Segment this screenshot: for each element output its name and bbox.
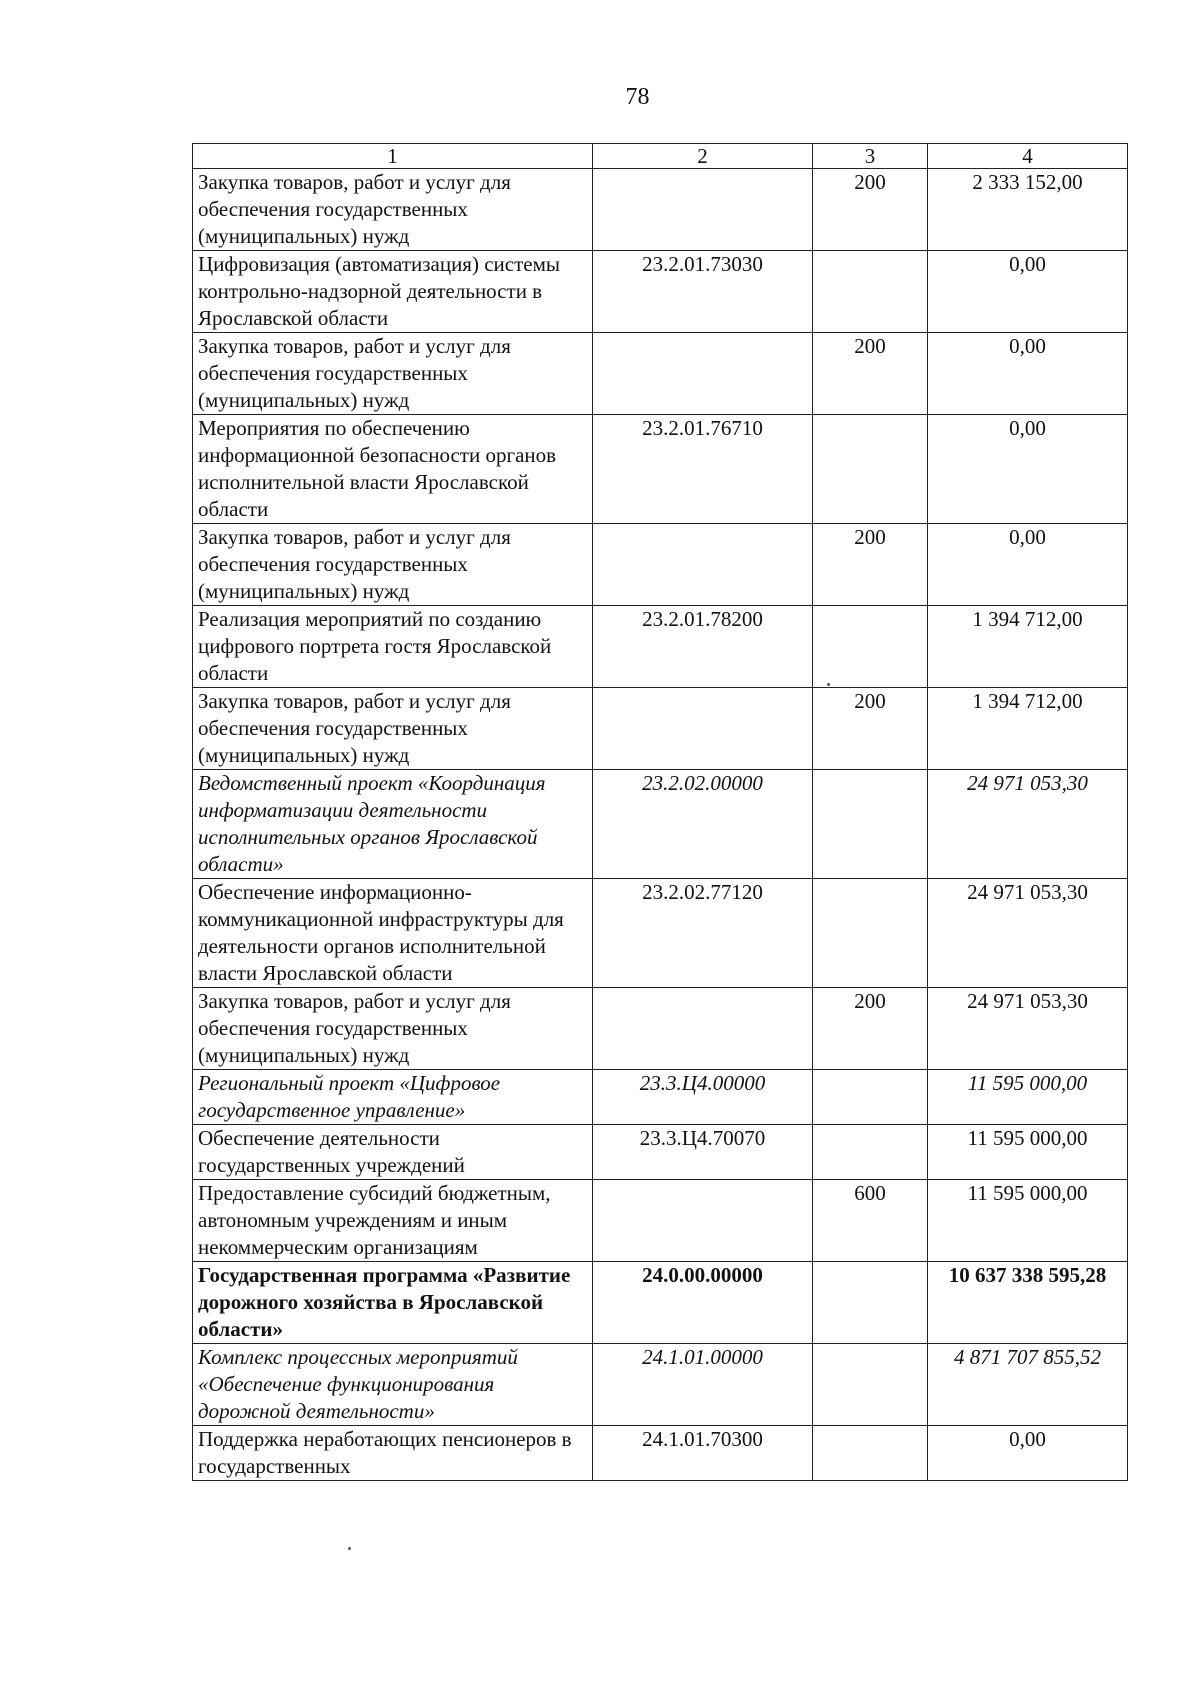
row-sum-cell: 0,00 (928, 524, 1128, 606)
header-col-1: 1 (193, 144, 593, 169)
table-row (193, 770, 1128, 879)
table-row (193, 879, 1128, 988)
scan-speck (827, 683, 830, 686)
row-sum-cell: 11 595 000,00 (928, 1125, 1128, 1180)
row-kind-cell: 200 (813, 169, 928, 251)
table-row (193, 688, 1128, 770)
table-row (193, 1344, 1128, 1426)
row-code-cell: 23.2.01.78200 (593, 606, 813, 688)
row-sum-cell: 4 871 707 855,52 (928, 1344, 1128, 1426)
header-col-3: 3 (813, 144, 928, 169)
row-sum-cell: 2 333 152,00 (928, 169, 1128, 251)
scan-speck (348, 1547, 351, 1550)
row-code-cell (593, 333, 813, 415)
row-name-cell: Закупка товаров, работ и услуг для обеспечения государственных (муниципальных) нужд (193, 333, 593, 415)
table-row (193, 524, 1128, 606)
row-name-cell: Реализация мероприятий по созданию цифрового портрета гостя Ярославской области (193, 606, 593, 688)
table-row (193, 1426, 1128, 1481)
row-code-cell: 24.1.01.00000 (593, 1344, 813, 1426)
row-name-cell: Мероприятия по обеспечению информационной безопасности органов исполнительной власти Ярославской области (193, 415, 593, 524)
row-name-cell: Обеспечение информационно-коммуникационной инфраструктуры для деятельности органов исполнительной власти Ярославской области (193, 879, 593, 988)
header-col-4: 4 (928, 144, 1128, 169)
row-name-cell: Цифровизация (автоматизация) системы контрольно-надзорной деятельности в Ярославской области (193, 251, 593, 333)
row-kind-cell (813, 770, 928, 879)
row-sum-cell: 24 971 053,30 (928, 770, 1128, 879)
row-kind-cell (813, 1426, 928, 1481)
row-kind-cell (813, 1125, 928, 1180)
row-name-cell: Ведомственный проект «Координация информатизации деятельности исполнительных органов Ярославской области» (193, 770, 593, 879)
row-code-cell: 23.2.02.00000 (593, 770, 813, 879)
row-kind-cell: 200 (813, 333, 928, 415)
row-kind-cell: 200 (813, 688, 928, 770)
row-sum-cell: 24 971 053,30 (928, 988, 1128, 1070)
row-sum-cell: 10 637 338 595,28 (928, 1262, 1128, 1344)
row-sum-cell: 1 394 712,00 (928, 606, 1128, 688)
table-row (193, 606, 1128, 688)
row-name-cell: Закупка товаров, работ и услуг для обеспечения государственных (муниципальных) нужд (193, 169, 593, 251)
row-kind-cell (813, 1262, 928, 1344)
row-kind-cell (813, 606, 928, 688)
row-name-cell: Закупка товаров, работ и услуг для обеспечения государственных (муниципальных) нужд (193, 988, 593, 1070)
row-kind-cell: 600 (813, 1180, 928, 1262)
header-row (193, 144, 1128, 169)
row-code-cell: 23.2.02.77120 (593, 879, 813, 988)
row-name-cell: Поддержка неработающих пенсионеров в государственных (193, 1426, 593, 1481)
row-name-cell: Закупка товаров, работ и услуг для обеспечения государственных (муниципальных) нужд (193, 524, 593, 606)
page-number: 78 (625, 84, 650, 110)
row-sum-cell: 0,00 (928, 415, 1128, 524)
table-row (193, 1180, 1128, 1262)
row-kind-cell (813, 1070, 928, 1125)
row-code-cell: 23.2.01.76710 (593, 415, 813, 524)
row-code-cell: 24.1.01.70300 (593, 1426, 813, 1481)
row-sum-cell: 1 394 712,00 (928, 688, 1128, 770)
row-code-cell (593, 688, 813, 770)
row-sum-cell: 11 595 000,00 (928, 1180, 1128, 1262)
table-row (193, 1070, 1128, 1125)
row-kind-cell (813, 415, 928, 524)
row-kind-cell (813, 1344, 928, 1426)
row-code-cell: 24.0.00.00000 (593, 1262, 813, 1344)
row-name-cell: Государственная программа «Развитие дорожного хозяйства в Ярославской области» (193, 1262, 593, 1344)
table-body (193, 169, 1128, 1481)
budget-table (192, 143, 1128, 1481)
table-row (193, 1125, 1128, 1180)
row-sum-cell: 0,00 (928, 251, 1128, 333)
row-sum-cell: 0,00 (928, 1426, 1128, 1481)
row-name-cell: Комплекс процессных мероприятий «Обеспечение функционирования дорожной деятельности» (193, 1344, 593, 1426)
row-name-cell: Региональный проект «Цифровое государственное управление» (193, 1070, 593, 1125)
row-sum-cell: 24 971 053,30 (928, 879, 1128, 988)
row-sum-cell: 0,00 (928, 333, 1128, 415)
row-code-cell: 23.2.01.73030 (593, 251, 813, 333)
row-code-cell (593, 1180, 813, 1262)
row-name-cell: Закупка товаров, работ и услуг для обеспечения государственных (муниципальных) нужд (193, 688, 593, 770)
row-name-cell: Обеспечение деятельности государственных учреждений (193, 1125, 593, 1180)
table-row (193, 415, 1128, 524)
table-row (193, 988, 1128, 1070)
row-name-cell: Предоставление субсидий бюджетным, автономным учреждениям и иным некоммерческим организациям (193, 1180, 593, 1262)
header-col-2: 2 (593, 144, 813, 169)
table-row (193, 169, 1128, 251)
row-kind-cell (813, 879, 928, 988)
table-row (193, 333, 1128, 415)
row-code-cell (593, 524, 813, 606)
row-kind-cell (813, 251, 928, 333)
row-code-cell: 23.3.Ц4.70070 (593, 1125, 813, 1180)
row-code-cell (593, 988, 813, 1070)
table-row (193, 251, 1128, 333)
table-row (193, 1262, 1128, 1344)
row-code-cell (593, 169, 813, 251)
row-code-cell: 23.3.Ц4.00000 (593, 1070, 813, 1125)
row-kind-cell: 200 (813, 524, 928, 606)
row-sum-cell: 11 595 000,00 (928, 1070, 1128, 1125)
row-kind-cell: 200 (813, 988, 928, 1070)
